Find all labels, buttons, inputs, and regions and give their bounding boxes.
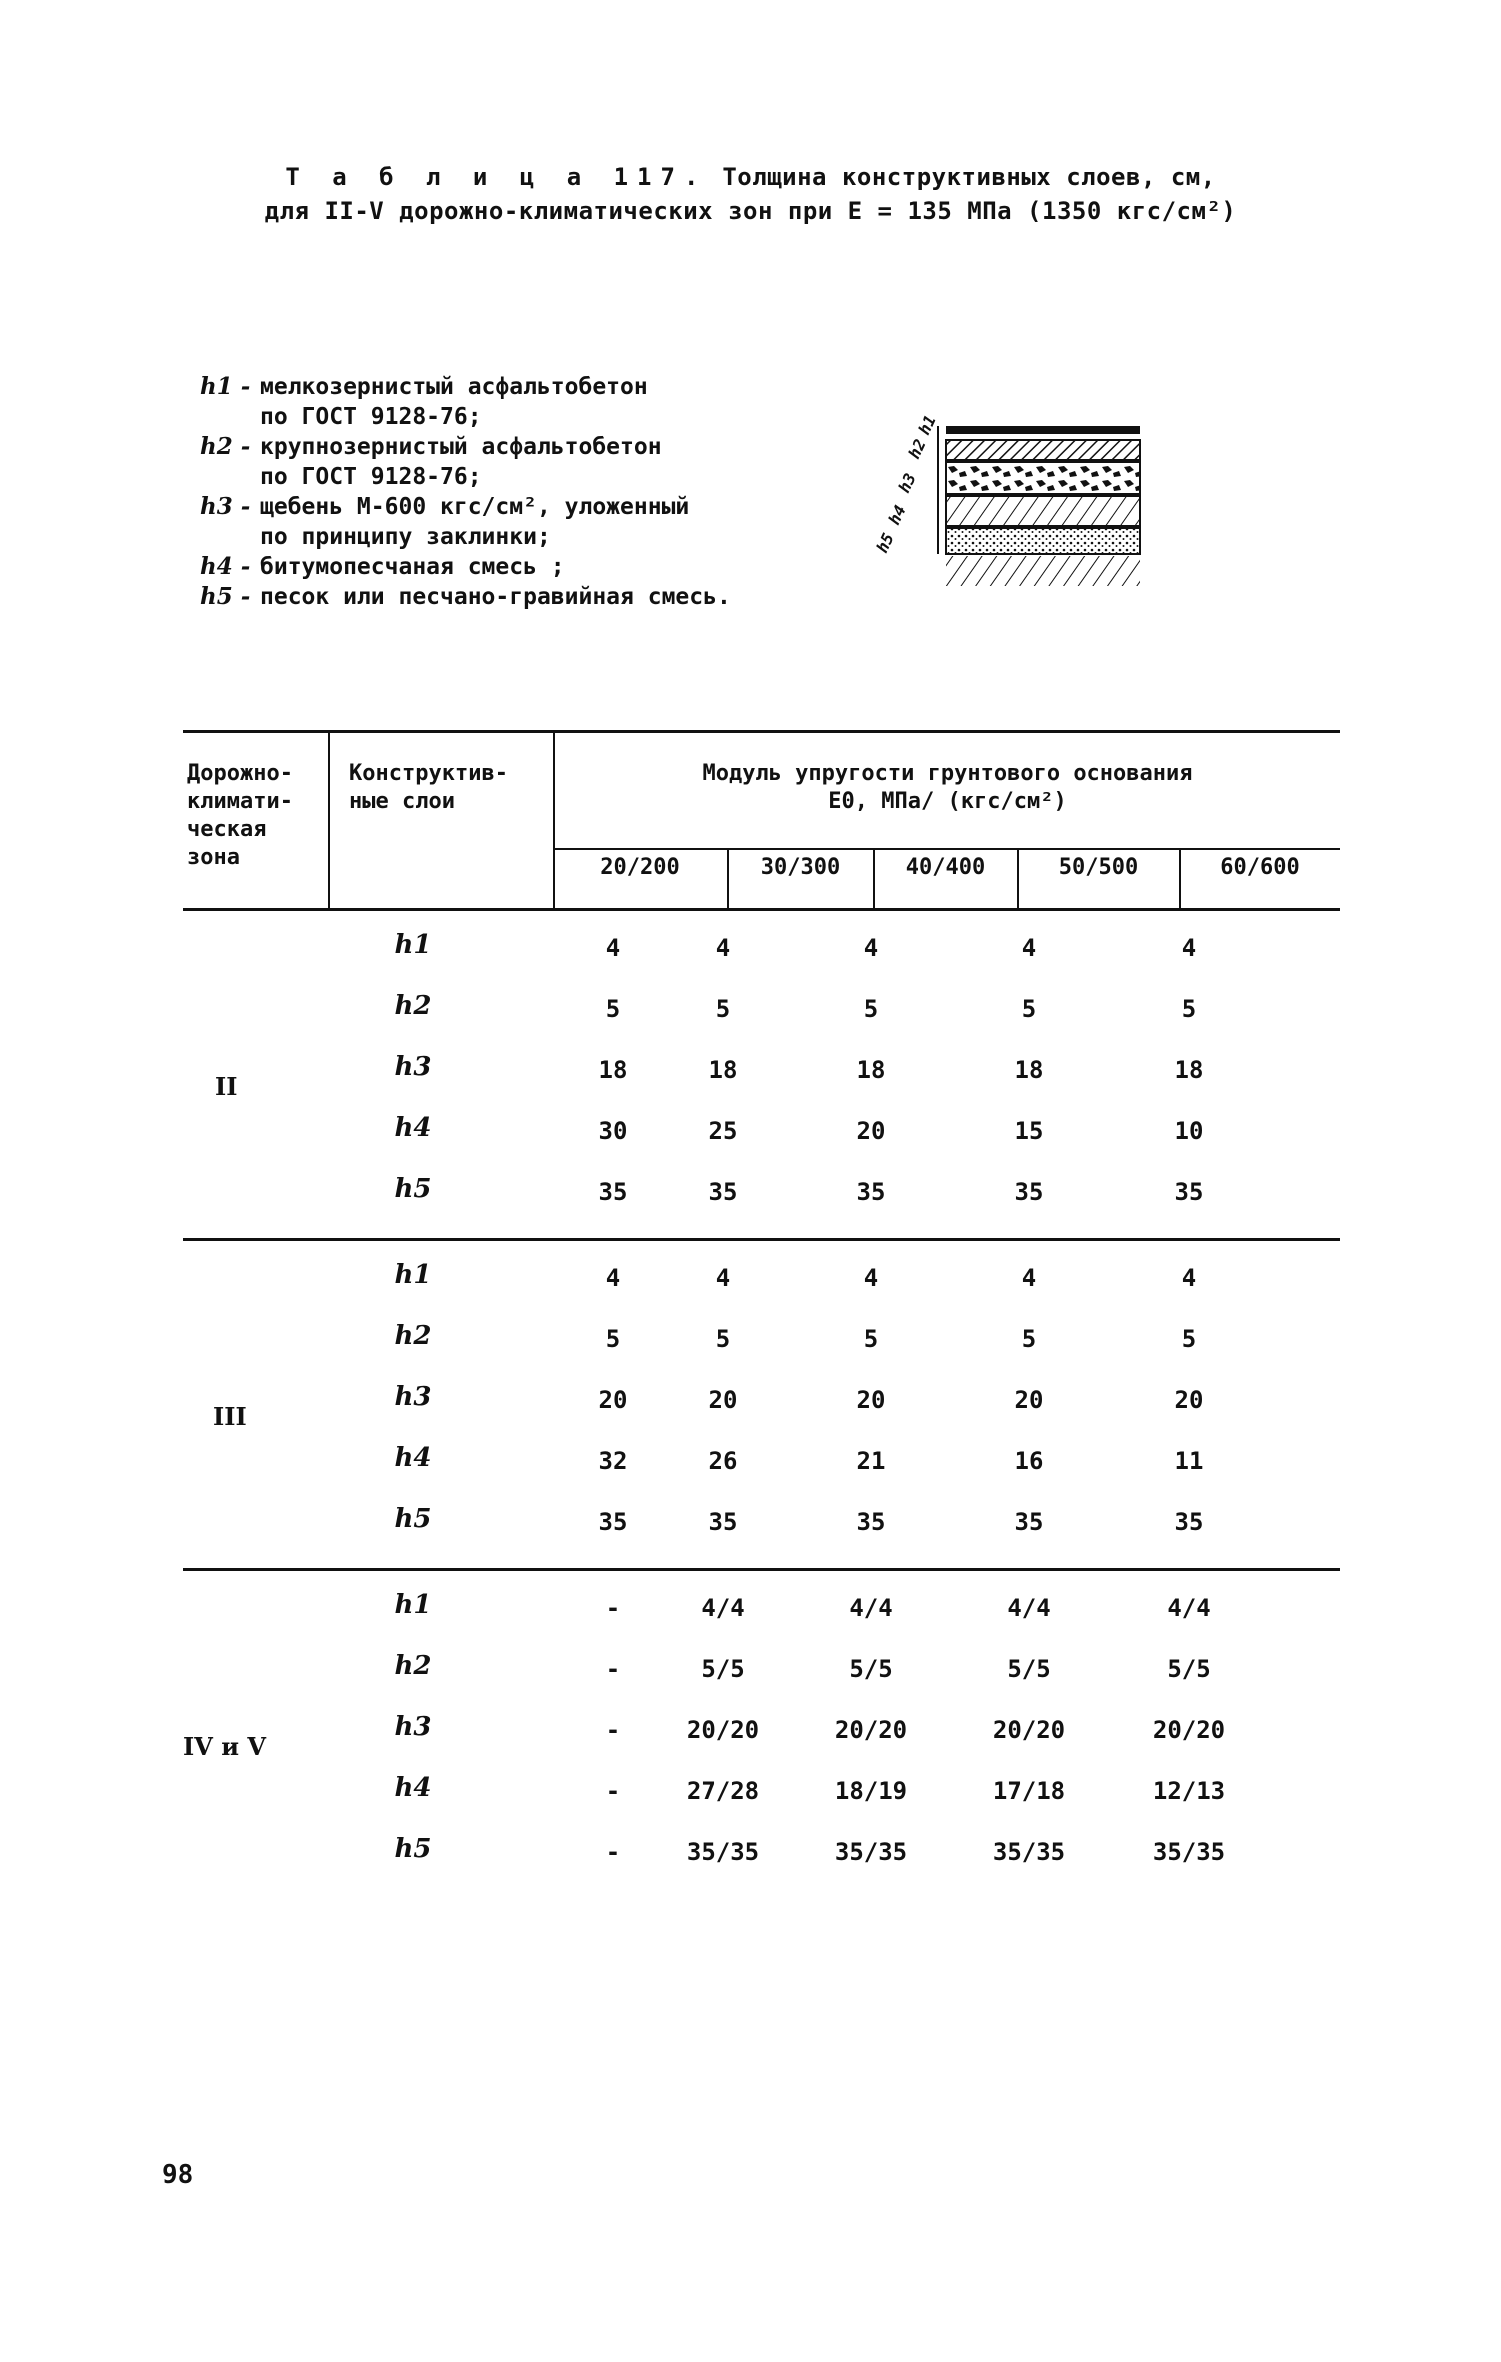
layer-legend <box>200 372 840 612</box>
table-cell: 5 <box>1021 1325 1037 1353</box>
header-layers <box>349 760 549 816</box>
table-cell: 18/19 <box>834 1777 908 1805</box>
legend-symbol: h5 - <box>200 583 251 610</box>
table-cell: - <box>605 1838 621 1866</box>
zone-label: II <box>215 1072 238 1101</box>
table-cell: 20 <box>856 1386 886 1414</box>
table-cell: 20 <box>856 1117 886 1145</box>
table-cell: - <box>605 1655 621 1683</box>
table-cell: 4 <box>1021 934 1037 962</box>
table-cell: 4 <box>1021 1264 1037 1292</box>
layer-label: h4 <box>394 1443 432 1473</box>
table-cell: 4 <box>863 1264 879 1292</box>
table-cell: 35 <box>856 1508 886 1536</box>
legend-symbol: h2 - <box>200 433 251 460</box>
legend-text-cont: по ГОСТ 9128-76; <box>260 404 482 430</box>
layer-h3-band <box>946 462 1140 494</box>
layer-label: h4 <box>394 1113 432 1143</box>
table-cell: 4 <box>715 1264 731 1292</box>
zone-label: IV и V <box>183 1732 266 1761</box>
table-top-rule <box>183 730 1340 733</box>
layer-label: h4 <box>394 1773 432 1803</box>
table-cell: 20 <box>1014 1386 1044 1414</box>
table-cell: 35/35 <box>992 1838 1066 1866</box>
diagram-label: h3 <box>894 470 920 496</box>
subheader-rule <box>553 848 1340 850</box>
table-cell: 32 <box>598 1447 628 1475</box>
layer-label: h5 <box>394 1504 432 1534</box>
header-zone-line: ческая <box>187 817 267 842</box>
table-cell: 21 <box>856 1447 886 1475</box>
legend-item <box>200 582 840 612</box>
layer-label: h2 <box>394 1321 432 1351</box>
table-cell: 27/28 <box>686 1777 760 1805</box>
legend-text: крупнозернистый асфальтобетон <box>260 434 662 460</box>
layer-label: h3 <box>394 1712 432 1742</box>
table-cell: 12/13 <box>1152 1777 1226 1805</box>
layer-h5-band <box>946 528 1140 554</box>
table-cell: - <box>605 1716 621 1744</box>
table-cell: 20 <box>708 1386 738 1414</box>
diagram-label: h4 <box>884 502 910 528</box>
layer-label: h2 <box>394 1651 432 1681</box>
subheader-cell: 40/400 <box>905 855 986 880</box>
table-cell: 5/5 <box>849 1655 893 1683</box>
table-cell: 5/5 <box>1167 1655 1211 1683</box>
legend-item <box>200 492 840 522</box>
table-cell: 4 <box>863 934 879 962</box>
legend-text-cont: по ГОСТ 9128-76; <box>260 464 482 490</box>
table-cell: 20 <box>598 1386 628 1414</box>
diagram-label: h2 <box>904 436 930 462</box>
table-cell: 4/4 <box>1007 1594 1051 1622</box>
page-number: 98 <box>162 2160 194 2190</box>
header-zone-line: климати- <box>187 789 293 814</box>
layer-label: h1 <box>394 1260 432 1290</box>
subheader-cell: 50/500 <box>1058 855 1139 880</box>
table-cell: 18 <box>856 1056 886 1084</box>
table-cell: 5/5 <box>701 1655 745 1683</box>
table-cell: 5 <box>1181 995 1197 1023</box>
subgrade-band <box>946 556 1140 586</box>
table-title <box>0 160 1501 228</box>
table-title-line1: Толщина конструктивных слоев, см, <box>722 163 1216 191</box>
legend-symbol: h4 - <box>200 553 251 580</box>
layer-h4-band <box>946 496 1140 526</box>
table-cell: 20 <box>1174 1386 1204 1414</box>
table-cell: 35/35 <box>686 1838 760 1866</box>
layer-label: h1 <box>394 1590 432 1620</box>
zone-label: III <box>213 1402 247 1431</box>
layer-label: h5 <box>394 1834 432 1864</box>
table-cell: 35 <box>1014 1178 1044 1206</box>
header-layers-line: ные слои <box>349 789 455 814</box>
table-cell: 5 <box>605 995 621 1023</box>
legend-text: щебень М-600 кгс/см², уложенный <box>260 494 690 520</box>
subheader-cell: 20/200 <box>600 855 680 880</box>
header-bottom-rule <box>183 908 1340 911</box>
legend-item <box>200 432 840 462</box>
table-cell: 5/5 <box>1007 1655 1051 1683</box>
header-divider <box>328 730 330 910</box>
legend-text: песок или песчано-гравийная смесь. <box>260 584 731 610</box>
header-zone-line: зона <box>187 845 240 870</box>
subheader-cell: 30/300 <box>760 855 841 880</box>
legend-item <box>200 372 840 402</box>
table-cell: 25 <box>708 1117 738 1145</box>
table-cell: 11 <box>1174 1447 1204 1475</box>
table-cell: 5 <box>863 995 879 1023</box>
diagram-label: h1 <box>914 412 940 438</box>
table-cell: - <box>605 1777 621 1805</box>
legend-symbol: h1 - <box>200 373 251 400</box>
table-cell: 18 <box>1174 1056 1204 1084</box>
table-caption: Т а б л и ц а 117. <box>285 163 708 191</box>
table-cell: 18 <box>708 1056 738 1084</box>
table-cell: 20/20 <box>1152 1716 1226 1744</box>
table-cell: 35/35 <box>1152 1838 1226 1866</box>
diagram-label: h5 <box>872 530 898 556</box>
table-cell: 18 <box>1014 1056 1044 1084</box>
legend-item <box>200 552 840 582</box>
table-cell: 15 <box>1014 1117 1044 1145</box>
table-cell: 5 <box>715 1325 731 1353</box>
layer-label: h3 <box>394 1052 432 1082</box>
layer-label: h2 <box>394 991 432 1021</box>
table-cell: 5 <box>863 1325 879 1353</box>
zone-divider <box>183 1238 1340 1241</box>
legend-text: битумопесчаная смесь ; <box>260 554 565 580</box>
table-cell: 4 <box>605 934 621 962</box>
table-cell: 20/20 <box>992 1716 1066 1744</box>
layer-label: h3 <box>394 1382 432 1412</box>
header-zone <box>187 760 327 872</box>
layer-h2-band <box>946 440 1140 460</box>
table-cell: 35 <box>708 1178 738 1206</box>
table-cell: 35 <box>708 1508 738 1536</box>
header-modulus-line1: Модуль упругости грунтового основания <box>702 761 1193 786</box>
subheader-cell: 60/600 <box>1220 855 1300 880</box>
table-cell: 4/4 <box>1167 1594 1211 1622</box>
legend-symbol: h3 - <box>200 493 251 520</box>
table-cell: 4 <box>605 1264 621 1292</box>
pavement-layers-diagram <box>872 408 1170 608</box>
table-cell: 35 <box>598 1508 628 1536</box>
table-cell: 35 <box>1174 1508 1204 1536</box>
table-cell: 4/4 <box>701 1594 745 1622</box>
table-cell: 4/4 <box>849 1594 893 1622</box>
table-cell: 5 <box>1181 1325 1197 1353</box>
header-zone-line: Дорожно- <box>187 761 293 786</box>
thickness-table <box>183 730 1340 1910</box>
layer-label: h1 <box>394 930 432 960</box>
table-cell: 5 <box>605 1325 621 1353</box>
table-cell: 5 <box>1021 995 1037 1023</box>
table-cell: 17/18 <box>992 1777 1066 1805</box>
table-cell: - <box>605 1594 621 1622</box>
table-cell: 35 <box>856 1178 886 1206</box>
table-cell: 4 <box>1181 1264 1197 1292</box>
legend-text-cont: по принципу заклинки; <box>260 524 551 550</box>
table-cell: 35/35 <box>834 1838 908 1866</box>
table-title-line2: для II-V дорожно-климатических зон при E = 135 МПа (1350 кгс/см²) <box>264 197 1237 225</box>
table-cell: 20/20 <box>834 1716 908 1744</box>
table-cell: 16 <box>1014 1447 1044 1475</box>
legend-text: мелкозернистый асфальтобетон <box>260 374 648 400</box>
layer-label: h5 <box>394 1174 432 1204</box>
table-cell: 35 <box>1174 1178 1204 1206</box>
header-modulus <box>555 760 1340 816</box>
table-cell: 26 <box>708 1447 738 1475</box>
header-modulus-line2: E0, МПа/ (кгс/см²) <box>828 789 1067 814</box>
table-cell: 35 <box>598 1178 628 1206</box>
table-cell: 4 <box>715 934 731 962</box>
table-cell: 20/20 <box>686 1716 760 1744</box>
table-cell: 35 <box>1014 1508 1044 1536</box>
header-divider <box>553 730 555 910</box>
layer-h1-band <box>946 426 1140 434</box>
table-cell: 4 <box>1181 934 1197 962</box>
zone-divider <box>183 1568 1340 1571</box>
table-cell: 10 <box>1174 1117 1204 1145</box>
header-layers-line: Конструктив- <box>349 761 508 786</box>
table-cell: 5 <box>715 995 731 1023</box>
table-cell: 30 <box>598 1117 628 1145</box>
table-cell: 18 <box>598 1056 628 1084</box>
